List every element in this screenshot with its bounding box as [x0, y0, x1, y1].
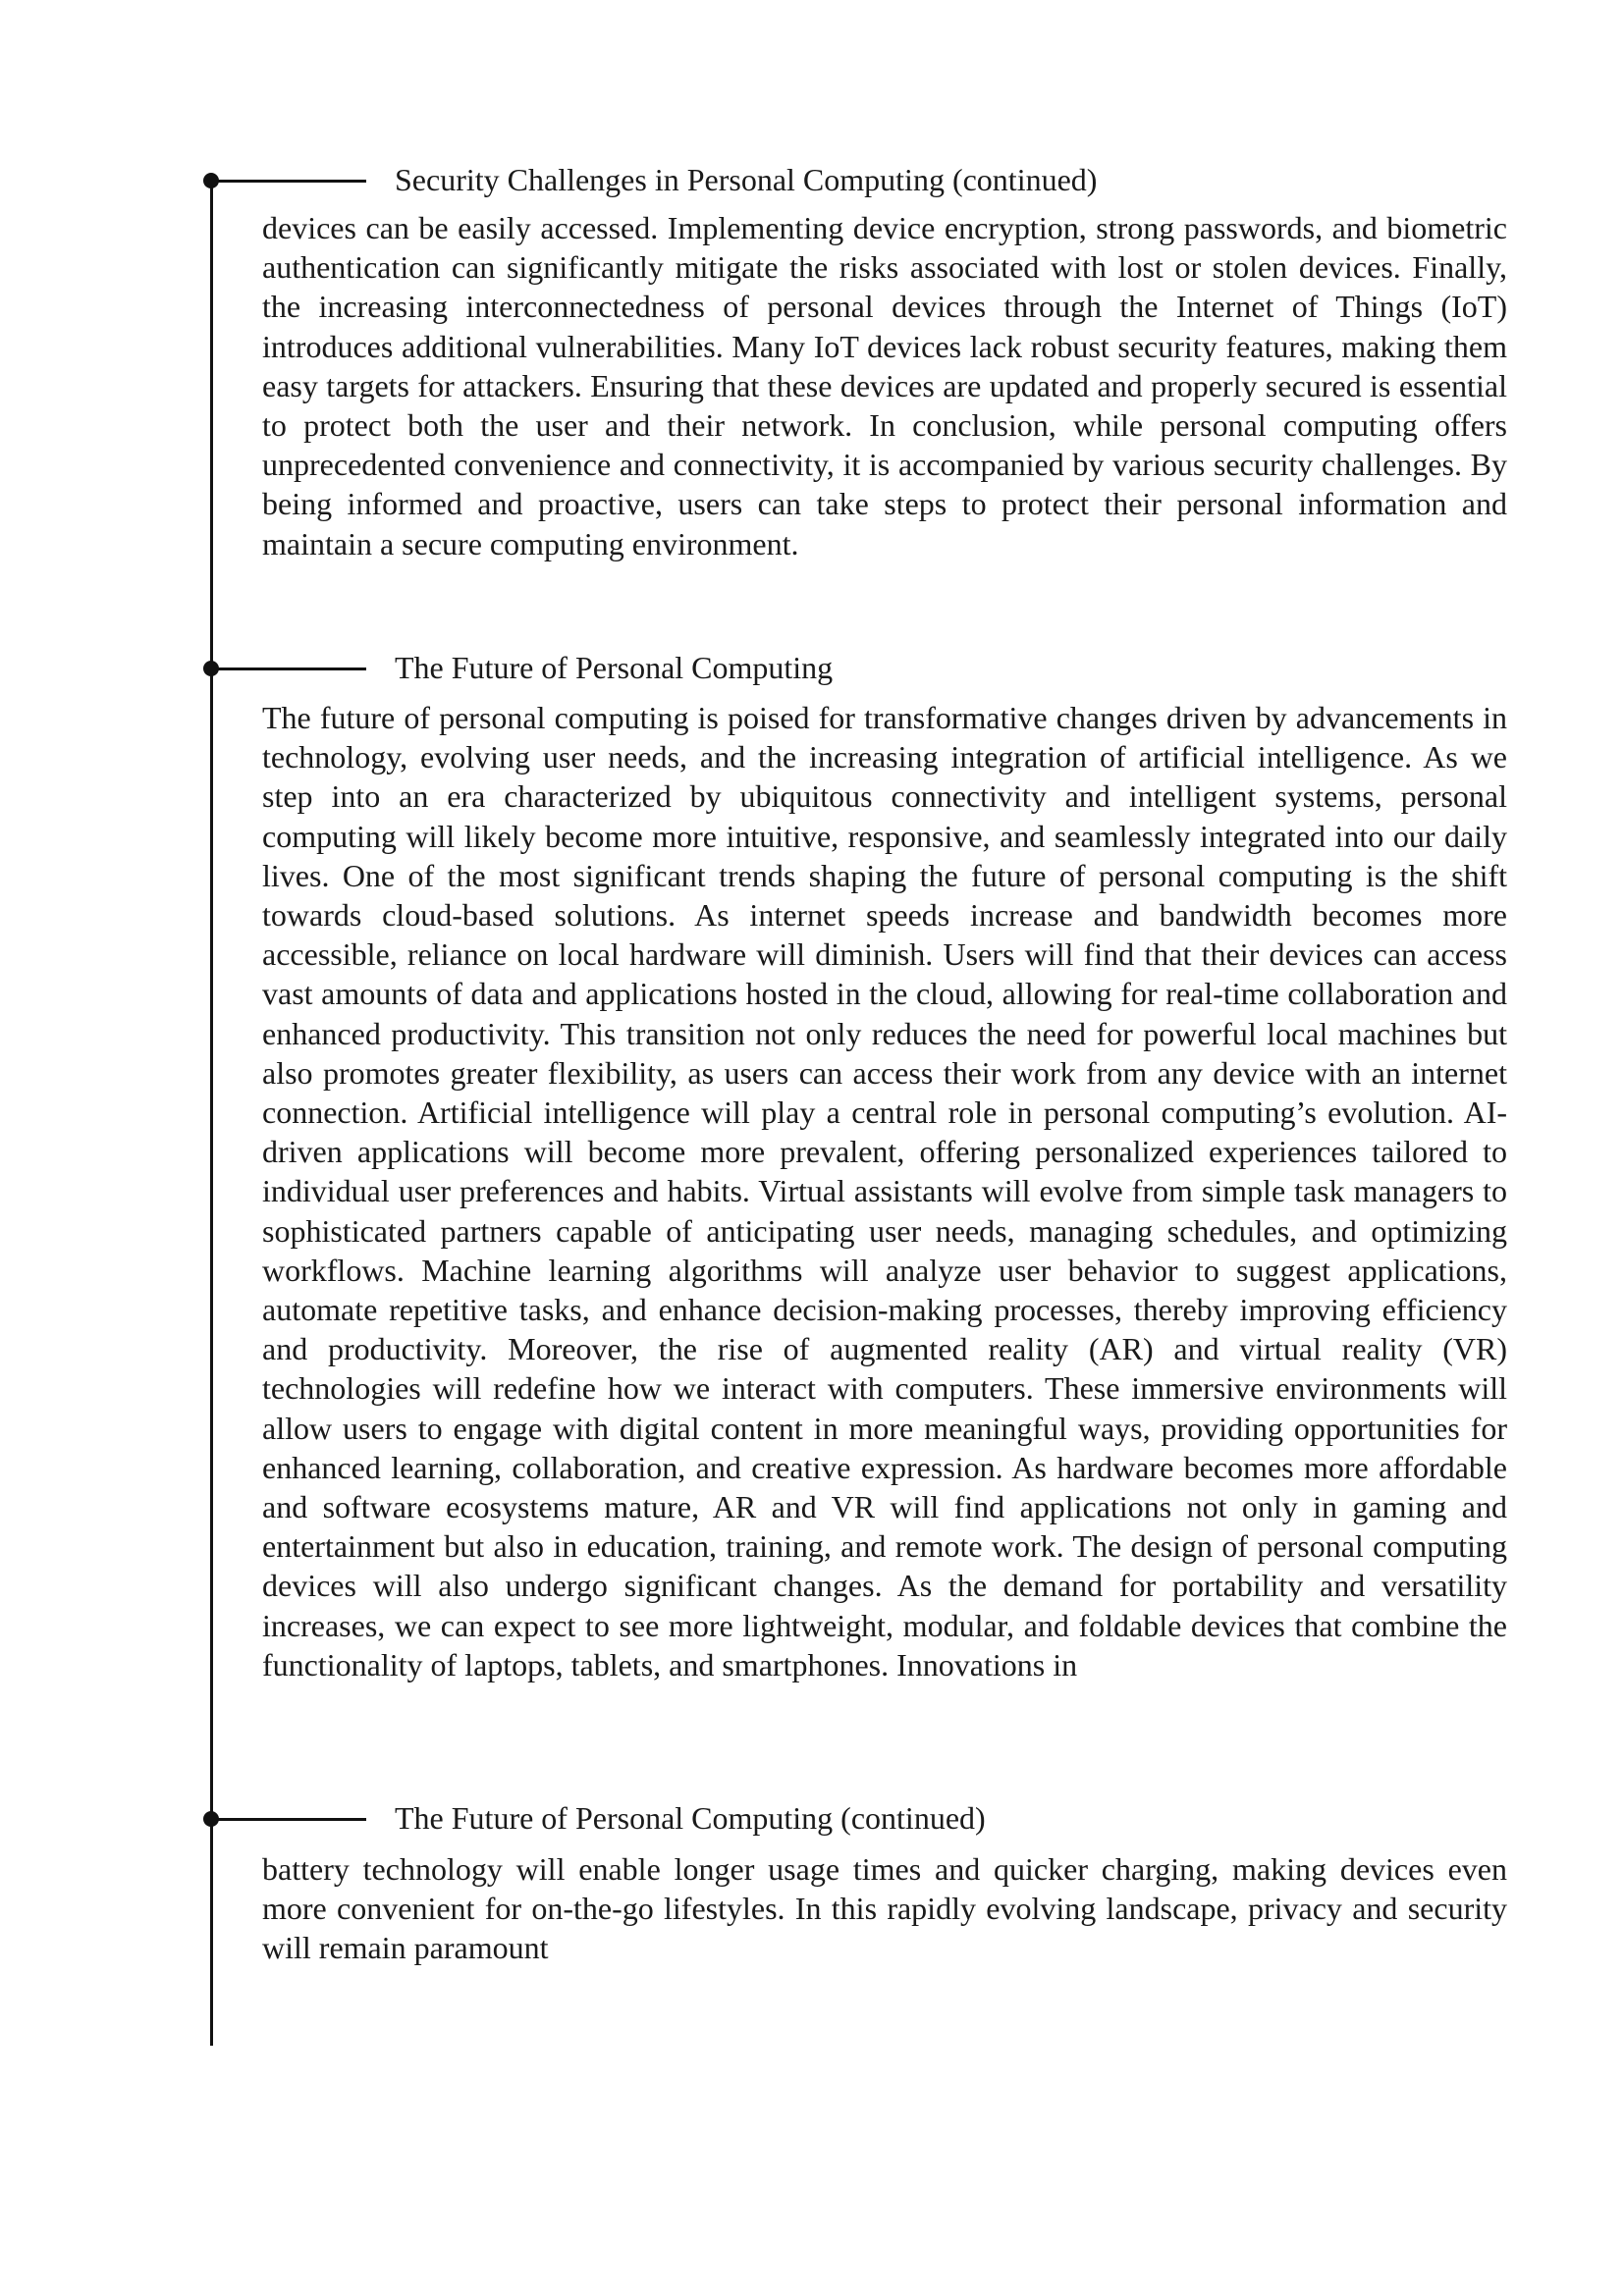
section-heading: The Future of Personal Computing (continued) — [395, 1800, 986, 1836]
section-heading: Security Challenges in Personal Computing (continued) — [395, 162, 1098, 197]
section-body: devices can be easily accessed. Implementing device encryption, strong passwords, and biometric authentication can significantly mitigate the risks associated with lost or stolen devices. Finally, the increasing interconnectedness of personal devices through the Internet of Things (IoT) introduces additional vulnerabilities. Many IoT devices lack robust security features, making them easy targets for attackers. Ensuring that these devices are updated and properly secured is essential to protect both the user and their network. In conclusion, while personal computing offers unprecedented convenience and connectivity, it is accompanied by various security challenges. By being informed and proactive, users can take steps to protect their personal information and maintain a secure computing environment. — [262, 210, 1507, 561]
section-heading: The Future of Personal Computing — [395, 650, 834, 685]
section-body: battery technology will enable longer usage times and quicker charging, making devices even more convenient for on-the-go lifestyles. In this rapidly evolving landscape, privacy and security will remain paramount — [262, 1851, 1507, 1966]
timeline-line — [210, 181, 213, 2046]
timeline-connector — [211, 1818, 366, 1821]
section-body: The future of personal computing is poised for transformative changes driven by advancements in technology, evolving user needs, and the increasing integration of artificial intelligence. As we step into an era characterized by ubiquitous connectivity and intelligent systems, personal computing will likely become more intuitive, responsive, and seamlessly integrated into our daily lives. One of the most significant trends shaping the future of personal computing is the shift towards cloud-based solutions. As internet speeds increase and bandwidth becomes more accessible, reliance on local hardware will diminish. Users will find that their devices can access vast amounts of data and applications hosted in the cloud, allowing for real-time collaboration and enhanced productivity. This transition not only reduces the need for powerful local machines but also promotes greater flexibility, as users can access their work from any device with an internet connection. Artificial intelligence will play a central role in personal computing’s evolution. AI-driven applications will become more prevalent, offering personalized experiences tailored to individual user preferences and habits. Virtual assistants will evolve from simple task managers to sophisticated partners capable of anticipating user needs, managing schedules, and optimizing workflows. Machine learning algorithms will analyze user behavior to suggest applications, automate repetitive tasks, and enhance decision-making processes, thereby improving efficiency and productivity. Moreover, the rise of augmented reality (AR) and virtual reality (VR) technologies will redefine how we interact with computers. These immersive environments will allow users to engage with digital content in more meaningful ways, providing opportunities for enhanced learning, collaboration, and creative expression. As hardware becomes more affordable and software ecosystems mature, AR and VR will find applications not only in gaming and entertainment but also in education, training, and remote work. The design of personal computing devices will also undergo significant changes. As the demand for portability and versatility increases, we can expect to see more lightweight, modular, and foldable devices that combine the functionality of laptops, tablets, and smartphones. Innovations in — [262, 700, 1507, 1682]
timeline-connector — [211, 667, 366, 670]
timeline-connector — [211, 180, 366, 183]
